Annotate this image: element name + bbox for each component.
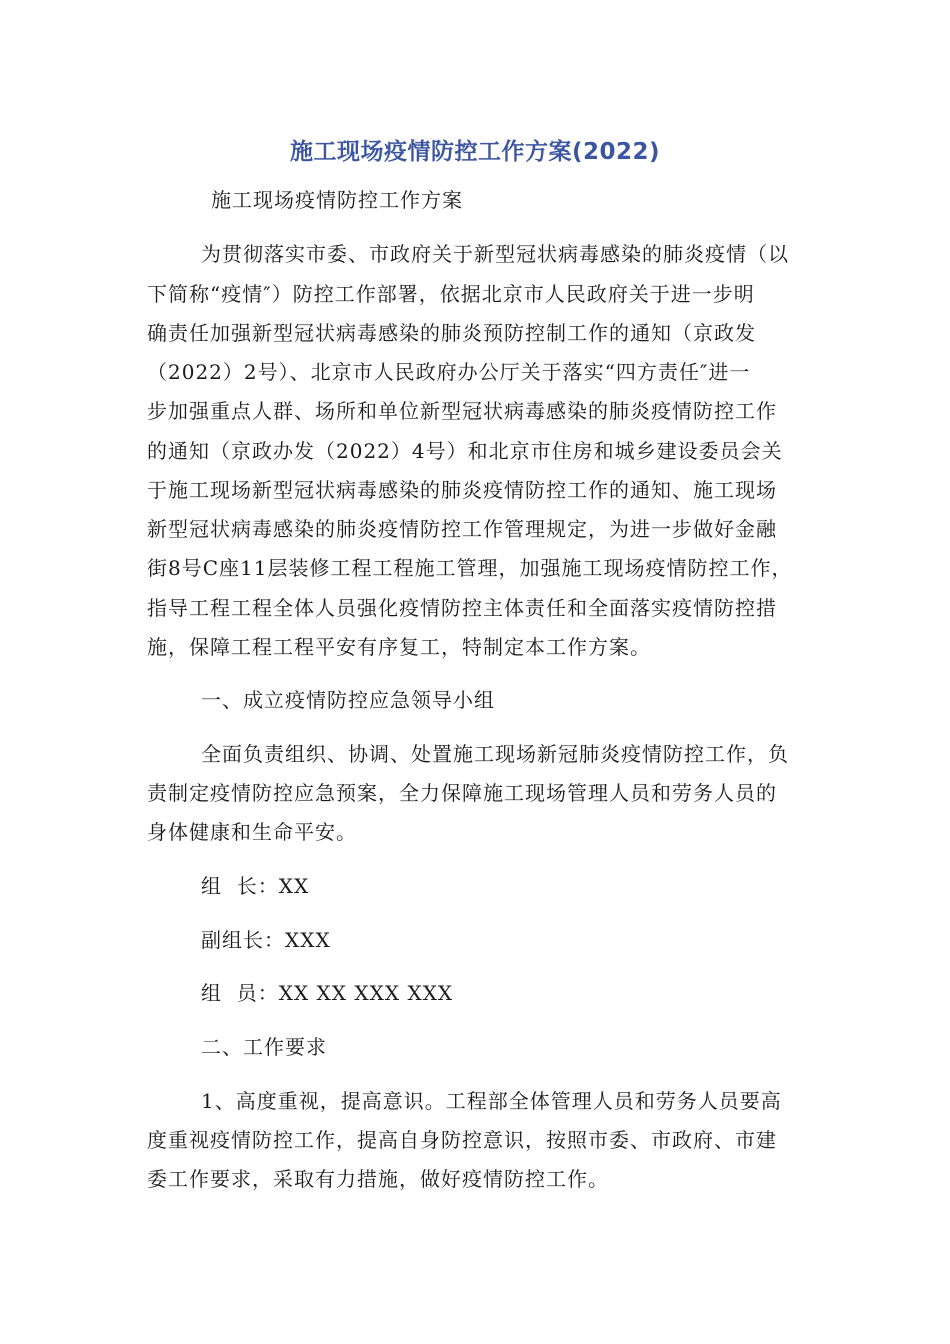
group-leader: 组 长：XX [201, 874, 310, 898]
text-line: 确责任加强新型冠状病毒感染的肺炎预防控制工作的通知（京政发 [147, 321, 756, 345]
section-heading-1: 一、成立疫情防控应急领导小组 [201, 688, 495, 712]
text-line: 步加强重点人群、场所和单位新型冠状病毒感染的肺炎疫情防控工作 [147, 399, 777, 423]
document-title: 施工现场疫情防控工作方案(2022) [289, 139, 661, 165]
text-line: 的通知（京政办发（2022）4号）和北京市住房和城乡建设委员会关 [147, 439, 783, 463]
text-line: 新型冠状病毒感染的肺炎疫情防控工作管理规定，为进一步做好金融 [147, 517, 777, 541]
text-line: 度重视疫情防控工作，提高自身防控意识，按照市委、市政府、市建 [147, 1128, 777, 1152]
group-members: 组 员：XX XX XXX XXX [201, 981, 454, 1005]
text-line: 于施工现场新型冠状病毒感染的肺炎疫情防控工作的通知、施工现场 [147, 478, 777, 502]
text-line: 下简称“疫情″）防控工作部署，依据北京市人民政府关于进一步明 [147, 282, 755, 306]
text-line: 委工作要求，采取有力措施，做好疫情防控工作。 [147, 1167, 609, 1191]
text-line: 施，保障工程工程平安有序复工，特制定本工作方案。 [147, 635, 651, 659]
text-line: 指导工程工程全体人员强化疫情防控主体责任和全面落实疫情防控措 [147, 596, 777, 620]
text-line: 街8号C座11层装修工程工程施工管理，加强施工现场疫情防控工作， [147, 556, 793, 580]
text-line: （2022）2号）、北京市人民政府办公厅关于落实“四方责任″进一 [147, 360, 751, 384]
text-line: 责制定疫情防控应急预案，全力保障施工现场管理人员和劳务人员的 [147, 781, 777, 805]
section-heading-2: 二、工作要求 [201, 1035, 327, 1059]
subtitle: 施工现场疫情防控工作方案 [211, 188, 463, 212]
text-line: 为贯彻落实市委、市政府关于新型冠状病毒感染的肺炎疫情（以 [201, 242, 789, 266]
text-line: 全面负责组织、协调、处置施工现场新冠肺炎疫情防控工作，负 [201, 742, 789, 766]
text-line: 1、高度重视，提高意识。工程部全体管理人员和劳务人员要高 [201, 1089, 782, 1113]
text-line: 身体健康和生命平安。 [147, 820, 357, 844]
deputy-leader: 副组长：XXX [201, 928, 331, 952]
